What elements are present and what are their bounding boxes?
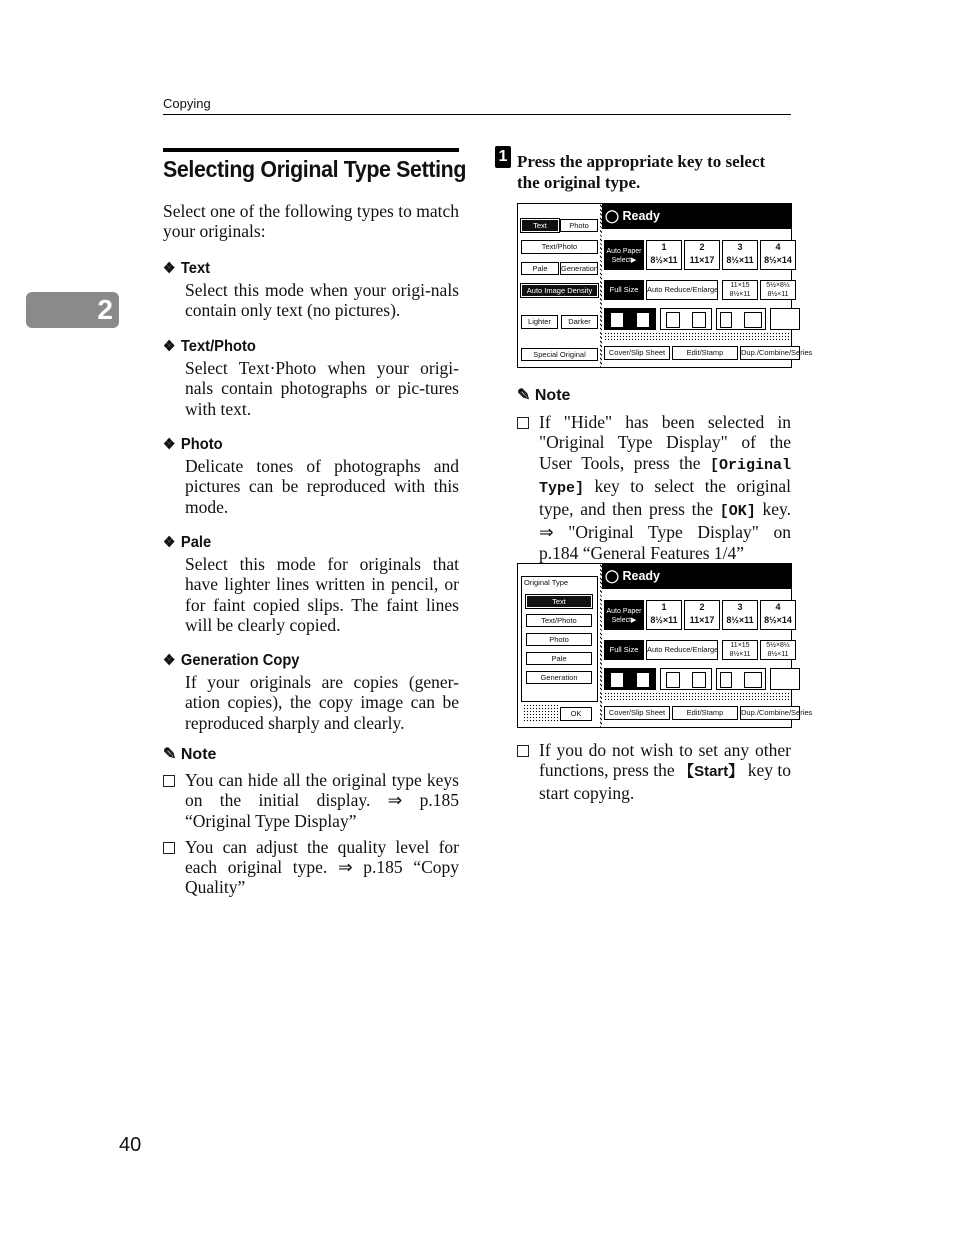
auto-image-density-button[interactable]: Auto Image Density <box>521 284 598 297</box>
running-header: Copying <box>163 96 211 111</box>
pencil-icon: ✎ <box>163 746 177 763</box>
note-text: You can adjust the quality level for each original type. ⇒ p.185 “Copy Quality” <box>185 836 459 898</box>
dot-pattern <box>523 704 559 722</box>
pencil-icon: ✎ <box>517 387 531 404</box>
more-finishing-button[interactable] <box>770 668 800 690</box>
copier-screen-initial <box>517 203 813 368</box>
diamond-bullet-icon: ❖ <box>163 260 176 277</box>
type-item-text <box>163 258 459 321</box>
type-desc: Select this mode for originals that have lighter lines written in pencil, or for faint copied slips. The faint lines will be clearly copied. <box>185 554 459 635</box>
left-note <box>163 745 459 898</box>
photo-button[interactable]: Photo <box>560 219 598 232</box>
ratio-preset-1-button[interactable]: 11×15 8½×11 <box>722 280 758 300</box>
note-text: If you do not wish to set any other functions, press the 【Start】 key to start copying. <box>539 740 791 803</box>
section-intro: Select one of the following types to match your originals: <box>163 201 459 242</box>
pale-button[interactable]: Pale <box>526 652 592 665</box>
type-desc: Select this mode when your origi-nals contain only text (no pictures). <box>185 280 459 321</box>
full-size-button[interactable]: Full Size <box>604 640 644 660</box>
type-desc: Delicate tones of photographs and pictures can be reproduced with this mode. <box>185 456 459 517</box>
status-text: Ready <box>622 209 661 223</box>
text-button[interactable]: Text <box>521 219 559 232</box>
type-item-text-photo <box>163 336 459 419</box>
type-item-photo <box>163 434 459 517</box>
auto-reduce-enlarge-button[interactable]: Auto Reduce/Enlarge <box>646 280 718 300</box>
ready-icon: ◯ <box>605 209 619 223</box>
right-note <box>517 386 791 563</box>
step-number-badge: 1 <box>495 146 511 168</box>
checkbox-bullet-icon <box>163 775 175 787</box>
page-icon <box>636 672 650 688</box>
type-name: Text <box>180 260 211 277</box>
type-item-generation-copy <box>163 650 459 733</box>
page-icon <box>692 312 706 328</box>
page-icon <box>610 672 624 688</box>
diamond-bullet-icon: ❖ <box>163 534 176 551</box>
auto-paper-select-button[interactable]: Auto Paper Select▶ <box>604 600 644 630</box>
type-name: Text/Photo <box>180 338 256 355</box>
checkbox-bullet-icon <box>163 842 175 854</box>
original-type-key: [Original Type] <box>539 456 791 497</box>
paper-tray-2-button[interactable]: 2 11×17 <box>684 240 720 270</box>
note-item <box>163 837 459 898</box>
divider <box>600 204 602 367</box>
type-desc: If your originals are copies (gener-ation copies), the copy image can be reproduced sharply and clearly. <box>185 672 459 733</box>
final-note-item <box>517 740 791 803</box>
note-heading: Note <box>534 387 571 404</box>
cover-slip-sheet-button[interactable]: Cover/Slip Sheet <box>604 706 670 720</box>
special-original-button[interactable]: Special Original <box>521 348 598 361</box>
page-number: 40 <box>119 1134 142 1156</box>
copier-screen-original-type-panel <box>517 563 813 728</box>
paper-tray-3-button[interactable]: 3 8½×11 <box>722 240 758 270</box>
step-instruction: Press the appropriate key to select the original type. <box>517 152 766 192</box>
page-icon <box>636 312 650 328</box>
ratio-preset-2-button[interactable]: 5½×8½ 8½×11 <box>760 640 796 660</box>
dup-combine-series-button[interactable]: Dup./Combine/Series <box>740 346 800 360</box>
lighter-button[interactable]: Lighter <box>521 315 558 329</box>
photo-button[interactable]: Photo <box>526 633 592 646</box>
page-icon <box>666 312 680 328</box>
ok-key: [OK] <box>719 503 756 521</box>
page-icon <box>744 672 762 688</box>
edit-stamp-button[interactable]: Edit/Stamp <box>672 706 738 720</box>
divider <box>600 564 602 727</box>
panel-title: Original Type <box>524 578 569 587</box>
pale-button[interactable]: Pale <box>521 262 559 275</box>
ok-button[interactable]: OK <box>560 707 592 721</box>
header-rule <box>163 114 791 115</box>
checkbox-bullet-icon <box>517 745 529 757</box>
checkbox-bullet-icon <box>517 417 529 429</box>
type-name: Photo <box>180 436 223 453</box>
dup-combine-series-button[interactable]: Dup./Combine/Series <box>740 706 800 720</box>
auto-paper-select-button[interactable]: Auto Paper Select▶ <box>604 240 644 270</box>
page-icon <box>692 672 706 688</box>
full-size-button[interactable]: Full Size <box>604 280 644 300</box>
text-photo-button[interactable]: Text/Photo <box>521 240 598 254</box>
edit-stamp-button[interactable]: Edit/Stamp <box>672 346 738 360</box>
note-item <box>517 412 791 563</box>
section-bar <box>163 148 459 152</box>
cover-slip-sheet-button[interactable]: Cover/Slip Sheet <box>604 346 670 360</box>
dot-pattern <box>604 692 794 702</box>
diamond-bullet-icon: ❖ <box>163 652 176 669</box>
section-title: Selecting Original Type Setting <box>163 156 467 182</box>
paper-tray-4-button[interactable]: 4 8½×14 <box>760 240 796 270</box>
ratio-preset-1-button[interactable]: 11×15 8½×11 <box>722 640 758 660</box>
page-icon <box>666 672 680 688</box>
status-bar <box>602 564 791 589</box>
note-text: You can hide all the original type keys on the initial display. ⇒ p.185 “Original Type Display” <box>185 770 459 831</box>
paper-tray-1-button[interactable]: 1 8½×11 <box>646 600 682 630</box>
paper-tray-1-button[interactable]: 1 8½×11 <box>646 240 682 270</box>
page-icon <box>744 312 762 328</box>
paper-tray-3-button[interactable]: 3 8½×11 <box>722 600 758 630</box>
dot-pattern <box>604 332 794 342</box>
generation-button[interactable]: Generation <box>561 264 599 273</box>
note-text: If "Hide" has been selected in "Original Type Display" of the User Tools, press the [Original Type] key to select the original type, and then press the [OK] key. ⇒ "Original Type Display" on p.184 “General Features 1/4” <box>539 412 791 563</box>
type-name: Generation Copy <box>180 652 300 669</box>
note-heading: Note <box>180 746 217 763</box>
more-finishing-button[interactable] <box>770 308 800 330</box>
auto-reduce-enlarge-button[interactable]: Auto Reduce/Enlarge <box>646 640 718 660</box>
page-icon <box>610 312 624 328</box>
text-button[interactable]: Text <box>526 595 592 608</box>
note-item <box>163 770 459 831</box>
paper-tray-4-button[interactable]: 4 8½×14 <box>760 600 796 630</box>
status-bar <box>602 204 791 229</box>
page-icon <box>720 312 732 328</box>
darker-button[interactable]: Darker <box>561 315 598 329</box>
page-icon <box>720 672 732 688</box>
type-item-pale <box>163 532 459 635</box>
text-photo-button[interactable]: Text/Photo <box>526 614 592 627</box>
chapter-tab: 2 <box>26 292 119 328</box>
type-desc: Select Text·Photo when your origi-nals contain photographs or pic-tures with text. <box>185 358 459 419</box>
status-text: Ready <box>622 569 661 583</box>
diamond-bullet-icon: ❖ <box>163 436 176 453</box>
ratio-preset-2-button[interactable]: 5½×8½ 8½×11 <box>760 280 796 300</box>
diamond-bullet-icon: ❖ <box>163 338 176 355</box>
ready-icon: ◯ <box>605 569 619 583</box>
start-key: 【Start】 <box>679 763 744 781</box>
type-name: Pale <box>180 534 212 551</box>
generation-button[interactable]: Generation <box>526 671 592 684</box>
paper-tray-2-button[interactable]: 2 11×17 <box>684 600 720 630</box>
